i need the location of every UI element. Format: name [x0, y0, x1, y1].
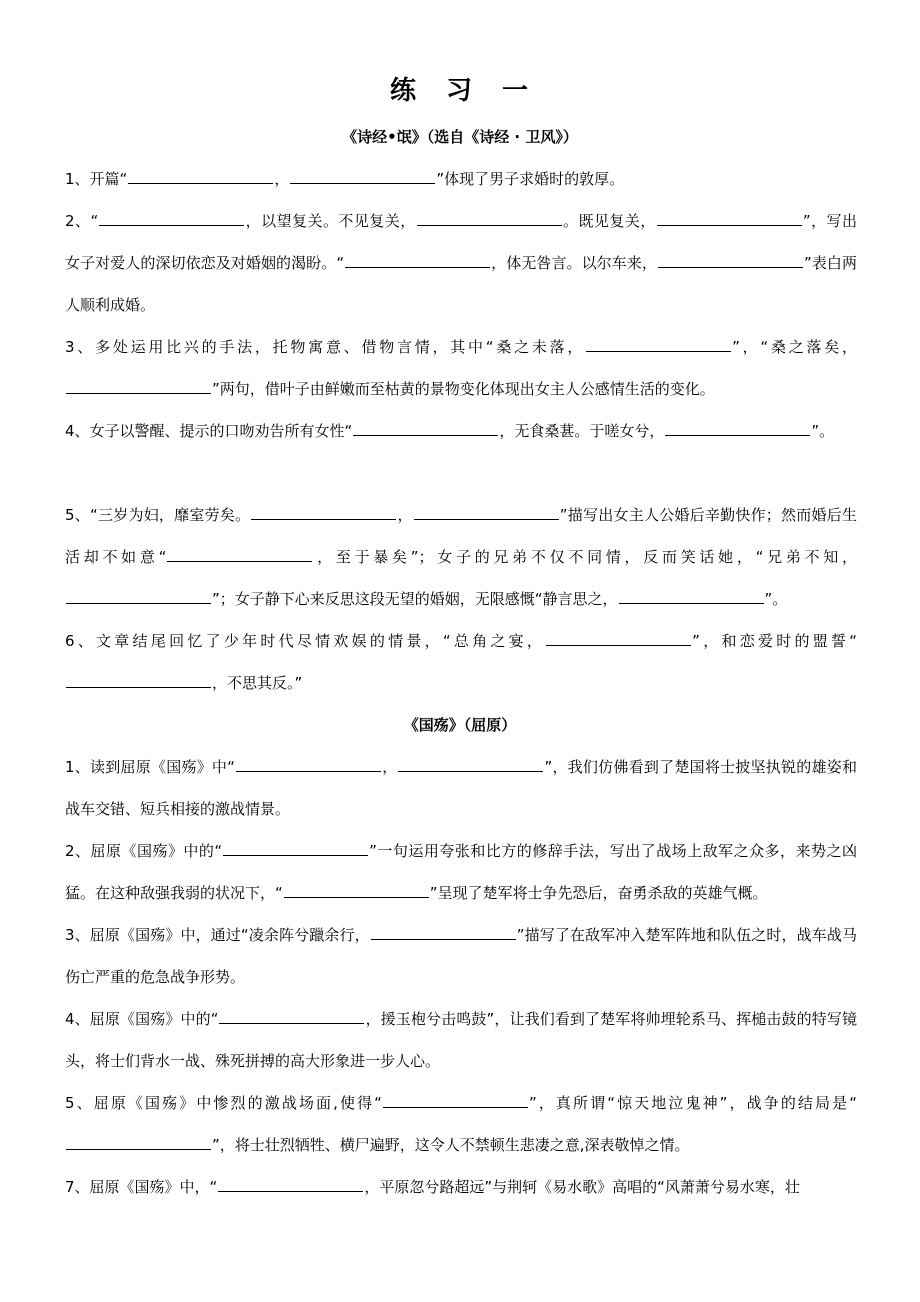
question-1-3: 3、多处运用比兴的手法，托物寓意、借物言情，其中“桑之未落， ”，“桑之落矣，”两句，借叶子由鲜嫩而至枯黄的景物变化体现出女主人公感情生活的变化。: [65, 338, 857, 398]
question-2-7: 7、屈原《国殇》中，“ ，平原忽兮路超远”与荆轲《易水歌》高唱的“风萧萧兮易水寒，壮: [65, 1178, 800, 1196]
answer-blank[interactable]: [290, 168, 435, 184]
answer-blank[interactable]: [586, 336, 731, 352]
question-1-2: 2、“ ，以望复关。不见复关， 。既见复关， ”，写出女子对爱人的深切依恋及对婚姻的渴盼。“ ，体无咎言。以尔车来， ”表白两人顺利成婚。: [65, 212, 857, 314]
answer-blank[interactable]: [353, 420, 498, 436]
page-title: 练 习 一: [389, 76, 530, 106]
question-1-4: 4、女子以警醒、提示的口吻劝告所有女性“ ，无食桑葚。于嗟女兮， ”。: [65, 422, 835, 440]
answer-blank[interactable]: [398, 756, 543, 772]
question-2-1: 1、读到屈原《国殇》中“ ， ”，我们仿佛看到了楚国将士披坚执锐的雄姿和战车交错、短兵相接的激战情景。: [65, 758, 857, 818]
section-heading-guoshang: 《国殇》（屈原）: [403, 716, 517, 734]
answer-blank[interactable]: [414, 504, 559, 520]
answer-blank[interactable]: [417, 210, 562, 226]
question-2-5: 5、屈原《国殇》中惨烈的激战场面,使得“ ”，真所谓“惊天地泣鬼神”，战争的结局是“”，将士壮烈牺牲、横尸遍野，这令人不禁顿生悲凄之意,深表敬悼之情。: [65, 1094, 857, 1154]
answer-blank[interactable]: [66, 1134, 211, 1150]
answer-blank[interactable]: [167, 546, 312, 562]
question-1-5: 5、“三岁为妇，靡室劳矣。 ， ”描写出女主人公婚后辛勤快作；然而婚后生活却不如意“ ，至于暴矣”；女子的兄弟不仅不同情，反而笑话她，“兄弟不知，”；女子静下心来反思这段无望的婚姻，无限感慨“静言思之， ”。: [65, 506, 857, 608]
question-1-6: 6、文章结尾回忆了少年时代尽情欢娱的情景，“总角之宴， ”，和恋爱时的盟誓“，不思其反。”: [65, 632, 857, 692]
answer-blank[interactable]: [99, 210, 244, 226]
answer-blank[interactable]: [284, 882, 429, 898]
answer-blank[interactable]: [665, 420, 810, 436]
answer-blank[interactable]: [128, 168, 273, 184]
question-1-1: 1、开篇“ ， ”体现了男子求婚时的敦厚。: [65, 170, 625, 188]
answer-blank[interactable]: [251, 504, 396, 520]
answer-blank[interactable]: [219, 1008, 364, 1024]
answer-blank[interactable]: [546, 630, 691, 646]
answer-blank[interactable]: [66, 588, 211, 604]
answer-blank[interactable]: [218, 1176, 363, 1192]
question-2-3: 3、屈原《国殇》中，通过“凌余阵兮躐余行， ”描写了在敌军冲入楚军阵地和队伍之时，战车战马伤亡严重的危急战争形势。: [65, 926, 857, 986]
answer-blank[interactable]: [619, 588, 764, 604]
question-2-2: 2、屈原《国殇》中的“ ”一句运用夸张和比方的修辞手法，写出了战场上敌军之众多，来势之凶猛。在这种敌强我弱的状况下，“ ”呈现了楚军将士争先恐后，奋勇杀敌的英雄气概。: [65, 842, 857, 902]
question-2-4: 4、屈原《国殇》中的“ ，援玉枹兮击鸣鼓”，让我们看到了楚军将帅埋轮系马、挥槌击鼓的特写镜头，将士们背水一战、殊死拼搏的高大形象进一步人心。: [65, 1010, 857, 1070]
answer-blank[interactable]: [66, 672, 211, 688]
answer-blank[interactable]: [658, 252, 803, 268]
answer-blank[interactable]: [371, 924, 516, 940]
answer-blank[interactable]: [383, 1092, 528, 1108]
answer-blank[interactable]: [66, 378, 211, 394]
answer-blank[interactable]: [657, 210, 802, 226]
answer-blank[interactable]: [345, 252, 490, 268]
answer-blank[interactable]: [236, 756, 381, 772]
answer-blank[interactable]: [223, 840, 368, 856]
section-heading-shijing: 《诗经•氓》（选自《诗经 · 卫风》）: [342, 128, 578, 146]
